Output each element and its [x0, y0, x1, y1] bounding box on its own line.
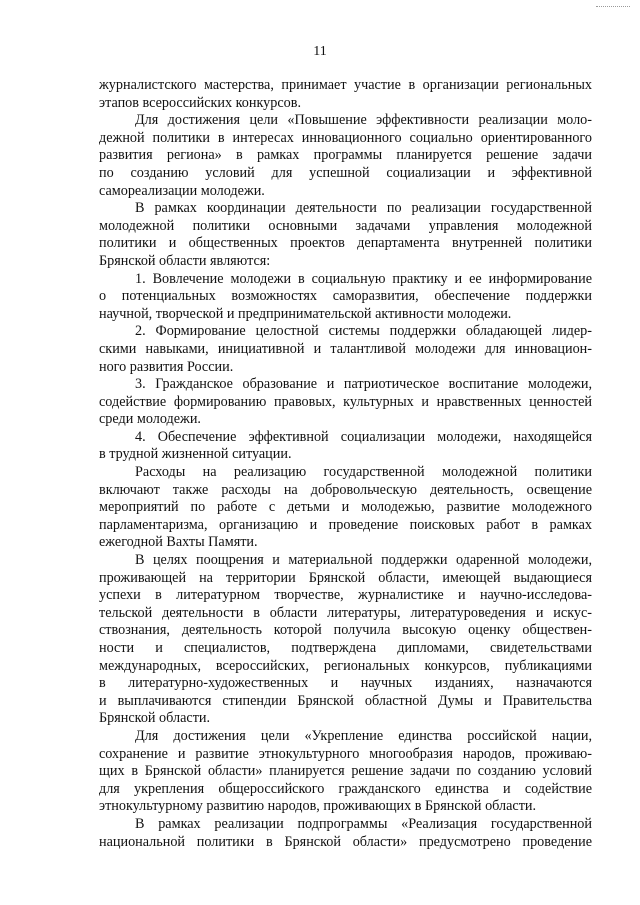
- text-line: В целях поощрения и материальной поддержки одаренной молодежи,: [135, 552, 592, 569]
- text-line: тельской деятельности в области литературы, литературоведения и искус-: [99, 604, 592, 621]
- text-line: мероприятий по работе с детьми и молодежью, развитие молодежного: [99, 499, 592, 516]
- text-line: Расходы на реализацию государственной молодежной политики: [135, 464, 592, 481]
- document-body: [99, 77, 592, 851]
- page-number: 11: [313, 44, 327, 59]
- text-line: дежной политики в интересах инновационного социально ориентированного: [99, 129, 592, 146]
- text-line: включают также расходы на добровольческую деятельность, освещение: [99, 481, 592, 498]
- text-line: 2. Формирование целостной системы поддержки обладающей лидер-: [135, 323, 592, 340]
- text-line: парламентаризма, организацию и проведение поисковых работ в рамках: [99, 516, 592, 533]
- text-line: сохранение и развитие этнокультурного многообразия народов, проживаю-: [99, 745, 592, 762]
- text-line: щих в Брянской области» планируется решение задачи по созданию условий: [99, 763, 592, 780]
- text-line: успехи в литературном творчестве, журналистике и научно-исследова-: [99, 587, 592, 604]
- text-line: этапов всероссийских конкурсов.: [99, 94, 302, 111]
- paragraph: [99, 552, 592, 728]
- text-line: ного развития России.: [99, 358, 234, 375]
- text-line: о потенциальных возможностях саморазвития, обеспечение поддержки: [99, 288, 592, 305]
- text-line: Брянской области являются:: [99, 252, 271, 269]
- paragraph: [99, 200, 592, 270]
- scan-artifact: [596, 6, 630, 8]
- text-line: 4. Обеспечение эффективной социализации молодежи, находящейся: [135, 428, 592, 445]
- text-line: и выплачиваются стипендии Брянской областной Думы и Правительства: [99, 692, 592, 709]
- text-line: по созданию условий для успешной социализации и эффективной: [99, 164, 592, 181]
- paragraph: [99, 77, 592, 112]
- text-line: развития региона» в рамках программы планируется решение задачи: [99, 147, 592, 164]
- text-line: научной, творческой и предпринимательской активности молодежи.: [99, 305, 512, 322]
- text-line: В рамках реализации подпрограммы «Реализация государственной: [135, 815, 592, 832]
- text-line: Брянской области.: [99, 710, 211, 727]
- text-line: международных, всероссийских, региональных конкурсов, публикациями: [99, 657, 592, 674]
- text-line: журналистского мастерства, принимает участие в организации региональных: [99, 77, 592, 93]
- text-line: 3. Гражданское образование и патриотическое воспитание молодежи,: [135, 376, 592, 393]
- paragraph: [99, 271, 592, 324]
- paragraph: [99, 728, 592, 816]
- text-line: содействие формированию правовых, культурных и нравственных ценностей: [99, 393, 592, 410]
- paragraph: [99, 376, 592, 429]
- paragraph: [99, 464, 592, 552]
- paragraph: [99, 112, 592, 200]
- text-line: самореализации молодежи.: [99, 182, 265, 199]
- text-line: скими навыками, инициативной и талантливой молодежи для инновацион-: [99, 340, 592, 357]
- text-line: политики и общественных проектов департамента внутренней политики: [99, 235, 592, 252]
- text-line: национальной политики в Брянской области» предусмотрено проведение: [99, 833, 592, 850]
- text-line: ежегодной Вахты Памяти.: [99, 534, 258, 551]
- text-line: проживающей на территории Брянской области, имеющей выдающиеся: [99, 569, 592, 586]
- text-line: молодежной политики основными задачами управления молодежной: [99, 217, 592, 234]
- text-line: ствознания, деятельность которой получила высокую оценку обществен-: [99, 622, 592, 639]
- paragraph: [99, 429, 592, 464]
- text-line: в литературно-художественных и научных изданиях, назначаются: [99, 675, 592, 692]
- text-line: в трудной жизненной ситуации.: [99, 446, 292, 463]
- paragraph: [99, 323, 592, 376]
- text-line: Для достижения цели «Повышение эффективности реализации моло-: [135, 112, 592, 129]
- text-line: В рамках координации деятельности по реализации государственной: [135, 200, 592, 217]
- text-line: 1. Вовлечение молодежи в социальную практику и ее информирование: [135, 270, 592, 287]
- text-line: среди молодежи.: [99, 411, 201, 428]
- text-line: Для достижения цели «Укрепление единства российской нации,: [135, 727, 592, 744]
- text-line: для укрепления общероссийского гражданского единства и содействие: [99, 780, 592, 797]
- text-line: этнокультурному развитию народов, проживающих в Брянской области.: [99, 798, 537, 815]
- text-line: ности и специалистов, подтверждена дипломами, свидетельствами: [99, 640, 592, 656]
- paragraph: [99, 816, 592, 851]
